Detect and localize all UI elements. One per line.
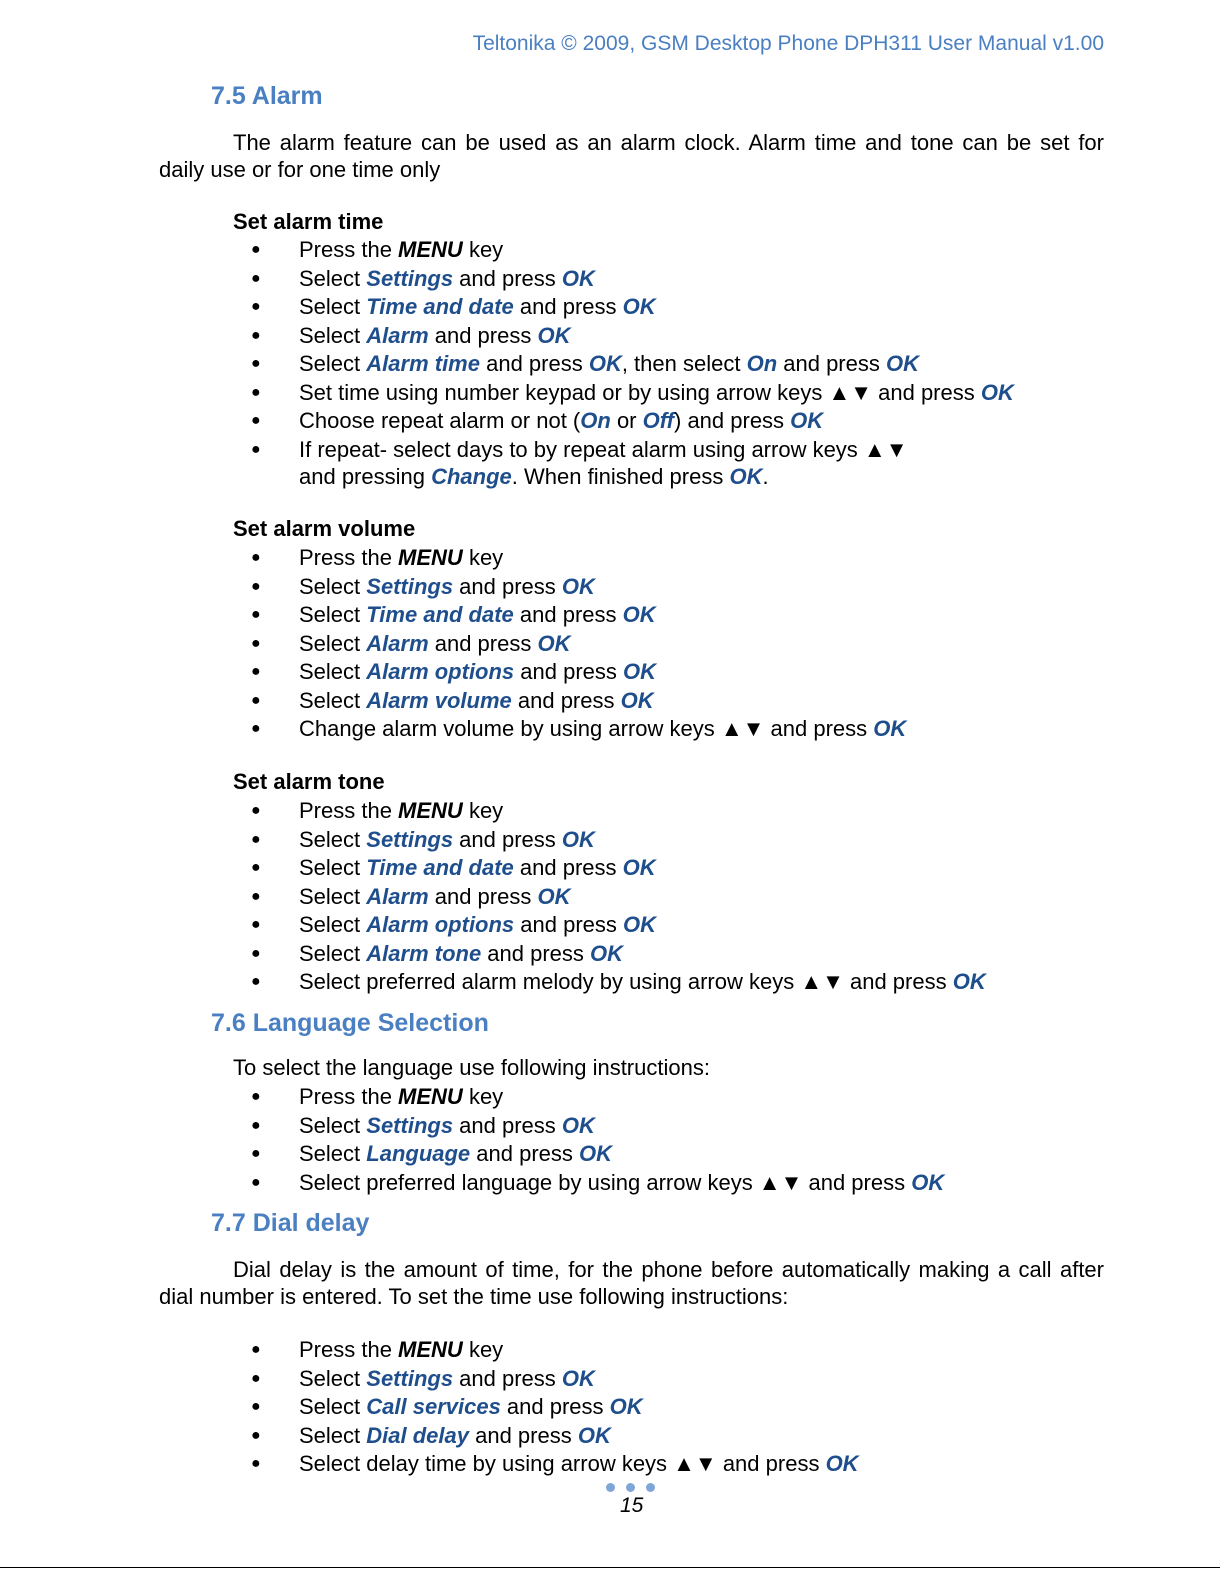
bullet-icon: ● bbox=[251, 1398, 261, 1415]
keyword: OK bbox=[609, 1394, 643, 1419]
step-text: Select bbox=[299, 265, 367, 291]
keyword: Settings bbox=[366, 826, 454, 852]
step-text: Select preferred language by using arrow keys ▲▼ and press bbox=[299, 1169, 912, 1195]
list-item bbox=[0, 601, 906, 630]
keyword: Settings bbox=[366, 1112, 454, 1138]
list-item bbox=[0, 797, 986, 826]
step-text: and press bbox=[514, 912, 624, 937]
bullet-icon: ● bbox=[251, 691, 261, 709]
bullet-icon: ● bbox=[251, 298, 261, 315]
list-item bbox=[0, 854, 986, 883]
keyword: MENU bbox=[398, 1337, 463, 1362]
list-item bbox=[0, 1169, 944, 1198]
step-text: key bbox=[462, 798, 504, 823]
keyword: Settings bbox=[366, 573, 454, 599]
list-item bbox=[0, 236, 1014, 265]
keyword: OK bbox=[588, 351, 622, 376]
steps-list bbox=[0, 544, 906, 744]
step-text: and press bbox=[453, 1112, 562, 1138]
bullet-icon: ● bbox=[251, 440, 261, 458]
step-text: key bbox=[462, 1084, 504, 1109]
list-item bbox=[0, 1450, 859, 1479]
bullet-icon: ● bbox=[251, 241, 261, 258]
steps-list bbox=[0, 797, 986, 997]
step-text: Change alarm volume by using arrow keys ▲▼ and press bbox=[299, 716, 874, 741]
keyword: OK bbox=[590, 940, 624, 966]
step-text: and pressing bbox=[299, 463, 432, 489]
steps-list bbox=[0, 1336, 859, 1479]
keyword: Time and date bbox=[366, 855, 514, 880]
keyword: Alarm volume bbox=[366, 687, 512, 713]
keyword: Change bbox=[431, 463, 512, 489]
bullet-icon: ● bbox=[251, 326, 261, 344]
step-text: Press the bbox=[299, 1337, 399, 1362]
bullet-icon: ● bbox=[251, 1145, 261, 1162]
step-text: Select bbox=[299, 855, 367, 880]
step-text: Select bbox=[299, 573, 367, 599]
list-item bbox=[0, 350, 1014, 379]
footer-dots-icon bbox=[606, 1483, 655, 1492]
dial-delay-intro: Dial delay is the amount of time, for the phone before automatically making a call after dial number is entered. To set the time use following instructions: bbox=[159, 1257, 1104, 1309]
step-text: If repeat- select days to by repeat alarm using arrow keys ▲▼ bbox=[299, 436, 908, 462]
steps-list bbox=[0, 236, 1014, 491]
list-item bbox=[0, 883, 986, 912]
keyword: OK bbox=[911, 1169, 945, 1195]
keyword: OK bbox=[620, 687, 654, 713]
keyword: OK bbox=[790, 408, 824, 433]
keyword: Alarm bbox=[366, 630, 429, 656]
step-text: and press bbox=[481, 940, 591, 966]
section-title-alarm: 7.5 Alarm bbox=[211, 82, 323, 110]
step-text: Select bbox=[299, 1112, 367, 1138]
keyword: OK bbox=[622, 294, 656, 319]
bullet-icon: ● bbox=[251, 859, 261, 876]
list-item bbox=[0, 1365, 859, 1394]
list-item bbox=[0, 436, 1014, 491]
step-text: Set time using number keypad or by using arrow keys ▲▼ and press bbox=[299, 379, 981, 405]
bullet-icon: ● bbox=[251, 1426, 261, 1444]
keyword: Alarm time bbox=[366, 351, 480, 376]
keyword: Alarm bbox=[366, 322, 429, 348]
list-item bbox=[0, 379, 1014, 408]
keyword: OK bbox=[729, 463, 763, 489]
bullet-icon: ● bbox=[251, 412, 261, 429]
keyword: Alarm options bbox=[366, 912, 515, 937]
keyword: OK bbox=[579, 1141, 613, 1166]
section-title-dial-delay: 7.7 Dial delay bbox=[211, 1209, 370, 1237]
bottom-divider bbox=[0, 1567, 1220, 1568]
step-text: and press bbox=[500, 1394, 610, 1419]
list-item bbox=[0, 407, 1014, 436]
step-text: Select bbox=[299, 294, 367, 319]
list-item bbox=[0, 940, 986, 969]
step-text: and press bbox=[428, 883, 538, 909]
keyword: OK bbox=[952, 969, 986, 994]
bullet-icon: ● bbox=[251, 549, 261, 566]
step-text: key bbox=[462, 1337, 504, 1362]
bullet-icon: ● bbox=[251, 720, 261, 737]
bullet-icon: ● bbox=[251, 1455, 261, 1472]
keyword: OK bbox=[623, 912, 657, 937]
list-item bbox=[0, 715, 906, 744]
step-text: ) and press bbox=[674, 408, 791, 433]
step-text: Select bbox=[299, 883, 367, 909]
step-text: and press bbox=[479, 351, 589, 376]
list-item bbox=[0, 1112, 944, 1141]
list-item bbox=[0, 573, 906, 602]
keyword: OK bbox=[825, 1451, 859, 1476]
subheading-set-alarm-time: Set alarm time bbox=[233, 209, 384, 234]
list-item bbox=[0, 293, 1014, 322]
step-text: , then select bbox=[621, 351, 747, 376]
step-text: and press bbox=[453, 826, 562, 852]
list-item bbox=[0, 1336, 859, 1365]
step-text: Select bbox=[299, 659, 367, 684]
list-item bbox=[0, 1140, 944, 1169]
keyword: OK bbox=[623, 659, 657, 684]
bullet-icon: ● bbox=[251, 634, 261, 652]
step-text: Press the bbox=[299, 798, 399, 823]
keyword: OK bbox=[537, 630, 571, 656]
keyword: OK bbox=[537, 883, 571, 909]
list-item bbox=[0, 687, 906, 716]
step-text: Select bbox=[299, 1365, 367, 1391]
keyword: OK bbox=[622, 602, 656, 627]
bullet-icon: ● bbox=[251, 1116, 261, 1134]
step-text: Choose repeat alarm or not ( bbox=[299, 408, 581, 433]
step-text: . When finished press bbox=[511, 463, 730, 489]
keyword: On bbox=[746, 351, 778, 376]
step-text: and press bbox=[428, 630, 538, 656]
bullet-icon: ● bbox=[251, 1369, 261, 1387]
bullet-icon: ● bbox=[251, 1088, 261, 1105]
step-text: and press bbox=[513, 294, 623, 319]
keyword: MENU bbox=[398, 1084, 463, 1109]
step-text: Select bbox=[299, 687, 367, 713]
list-item bbox=[0, 322, 1014, 351]
step-text: and press bbox=[470, 1141, 580, 1166]
step-text: key bbox=[462, 545, 504, 570]
step-text: Press the bbox=[299, 1084, 399, 1109]
keyword: Time and date bbox=[366, 602, 514, 627]
keyword: Alarm bbox=[366, 883, 429, 909]
language-intro: To select the language use following instructions: bbox=[233, 1055, 710, 1080]
bullet-icon: ● bbox=[251, 269, 261, 287]
step-text: Select bbox=[299, 1141, 367, 1166]
keyword: Call services bbox=[366, 1394, 501, 1419]
keyword: Alarm tone bbox=[366, 940, 482, 966]
keyword: OK bbox=[561, 1112, 595, 1138]
bullet-icon: ● bbox=[251, 606, 261, 623]
keyword: OK bbox=[873, 716, 907, 741]
step-text: and press bbox=[511, 687, 621, 713]
step-text: . bbox=[762, 463, 769, 489]
bullet-icon: ● bbox=[251, 916, 261, 933]
step-text: Select preferred alarm melody by using arrow keys ▲▼ and press bbox=[299, 969, 953, 994]
step-text: and press bbox=[513, 602, 623, 627]
step-text: and press bbox=[468, 1422, 578, 1448]
keyword: MENU bbox=[398, 798, 463, 823]
keyword: OK bbox=[577, 1422, 611, 1448]
list-item bbox=[0, 1083, 944, 1112]
keyword: OK bbox=[622, 855, 656, 880]
step-text: Press the bbox=[299, 545, 399, 570]
step-text: Select bbox=[299, 322, 367, 348]
subheading-set-alarm-tone: Set alarm tone bbox=[233, 769, 385, 794]
keyword: Settings bbox=[366, 265, 454, 291]
keyword: OK bbox=[561, 826, 595, 852]
keyword: OK bbox=[980, 379, 1014, 405]
step-text: key bbox=[462, 237, 504, 262]
step-text: Select bbox=[299, 351, 367, 376]
step-text: and press bbox=[428, 322, 538, 348]
list-item bbox=[0, 1393, 859, 1422]
list-item bbox=[0, 968, 986, 997]
keyword: MENU bbox=[398, 237, 463, 262]
bullet-icon: ● bbox=[251, 830, 261, 848]
step-text: and press bbox=[514, 659, 624, 684]
list-item bbox=[0, 826, 986, 855]
keyword: OK bbox=[885, 351, 919, 376]
section-title-language: 7.6 Language Selection bbox=[211, 1009, 489, 1037]
step-text: Select bbox=[299, 630, 367, 656]
step-text: and press bbox=[513, 855, 623, 880]
list-item bbox=[0, 544, 906, 573]
keyword: OK bbox=[561, 573, 595, 599]
step-text: Select bbox=[299, 940, 367, 966]
alarm-intro: The alarm feature can be used as an alarm clock. Alarm time and tone can be set for daily use or for one time only bbox=[159, 130, 1104, 182]
list-item bbox=[0, 630, 906, 659]
step-text: Press the bbox=[299, 237, 399, 262]
keyword: OK bbox=[561, 1365, 595, 1391]
keyword: On bbox=[580, 408, 611, 433]
step-text: Select bbox=[299, 1422, 367, 1448]
bullet-icon: ● bbox=[251, 355, 261, 372]
keyword: Dial delay bbox=[366, 1422, 469, 1448]
list-item bbox=[0, 1422, 859, 1451]
keyword: OK bbox=[537, 322, 571, 348]
bullet-icon: ● bbox=[251, 802, 261, 819]
step-text: Select delay time by using arrow keys ▲▼ and press bbox=[299, 1451, 826, 1476]
keyword: Off bbox=[642, 408, 674, 433]
steps-list bbox=[0, 1083, 944, 1197]
keyword: Alarm options bbox=[366, 659, 515, 684]
keyword: Time and date bbox=[366, 294, 514, 319]
step-text: and press bbox=[453, 265, 562, 291]
subheading-set-alarm-volume: Set alarm volume bbox=[233, 516, 416, 541]
bullet-icon: ● bbox=[251, 663, 261, 680]
bullet-icon: ● bbox=[251, 887, 261, 905]
list-item bbox=[0, 658, 906, 687]
bullet-icon: ● bbox=[251, 577, 261, 595]
step-text: Select bbox=[299, 826, 367, 852]
list-item bbox=[0, 911, 986, 940]
keyword: MENU bbox=[398, 545, 463, 570]
step-text: Select bbox=[299, 912, 367, 937]
keyword: Language bbox=[366, 1141, 471, 1166]
page-number: 15 bbox=[620, 1494, 644, 1517]
step-text: Select bbox=[299, 1394, 367, 1419]
list-item bbox=[0, 265, 1014, 294]
step-text: and press bbox=[453, 573, 562, 599]
step-text: Select bbox=[299, 602, 367, 627]
bullet-icon: ● bbox=[251, 973, 261, 990]
bullet-icon: ● bbox=[251, 1173, 261, 1191]
keyword: Settings bbox=[366, 1365, 454, 1391]
bullet-icon: ● bbox=[251, 383, 261, 401]
bullet-icon: ● bbox=[251, 944, 261, 962]
keyword: OK bbox=[561, 265, 595, 291]
page-header: Teltonika © 2009, GSM Desktop Phone DPH311 User Manual v1.00 bbox=[472, 32, 1104, 55]
step-text: and press bbox=[777, 351, 886, 376]
bullet-icon: ● bbox=[251, 1341, 261, 1358]
step-text: or bbox=[610, 408, 643, 433]
step-text: and press bbox=[453, 1365, 562, 1391]
